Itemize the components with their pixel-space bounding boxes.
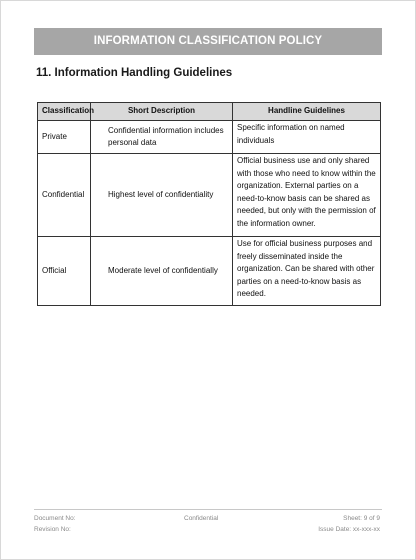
description-cell: Confidential information includes personal data (91, 121, 233, 154)
column-header-classification: Classification (38, 103, 91, 121)
footer-divider (34, 509, 382, 510)
column-header-short-description: Short Description (91, 103, 233, 121)
classification-cell: Confidential (38, 154, 91, 237)
policy-title-banner: INFORMATION CLASSIFICATION POLICY (34, 28, 382, 55)
classification-cell: Official (38, 237, 91, 306)
handling-guidelines-table (37, 102, 381, 306)
footer-document-number: Document No: (34, 515, 76, 522)
table-row (38, 237, 381, 306)
table-row (38, 121, 381, 154)
guidelines-cell: Official business use and only shared with those who need to know within the organization. External parties on a need-to-know basis can be shared as needed, but only with the permission of the information owner. (233, 154, 381, 237)
column-header-handling-guidelines: Handline Guidelines (233, 103, 381, 121)
section-heading: 11. Information Handling Guidelines (36, 67, 233, 79)
guidelines-cell: Specific information on named individuals (233, 121, 381, 154)
description-cell: Moderate level of confidentially (91, 237, 233, 306)
footer-revision-number: Revision No: (34, 526, 71, 533)
footer-confidentiality-label: Confidential (184, 515, 219, 522)
description-cell: Highest level of confidentiality (91, 154, 233, 237)
table-row (38, 154, 381, 237)
guidelines-cell: Use for official business purposes and freely disseminated inside the organization. Can be shared with other parties on a need-to-know basis as needed. (233, 237, 381, 306)
footer-sheet-number: Sheet: 9 of 9 (343, 515, 380, 522)
footer-issue-date: Issue Date: xx-xxx-xx (318, 526, 380, 533)
classification-cell: Private (38, 121, 91, 154)
table-header-row (38, 103, 381, 121)
